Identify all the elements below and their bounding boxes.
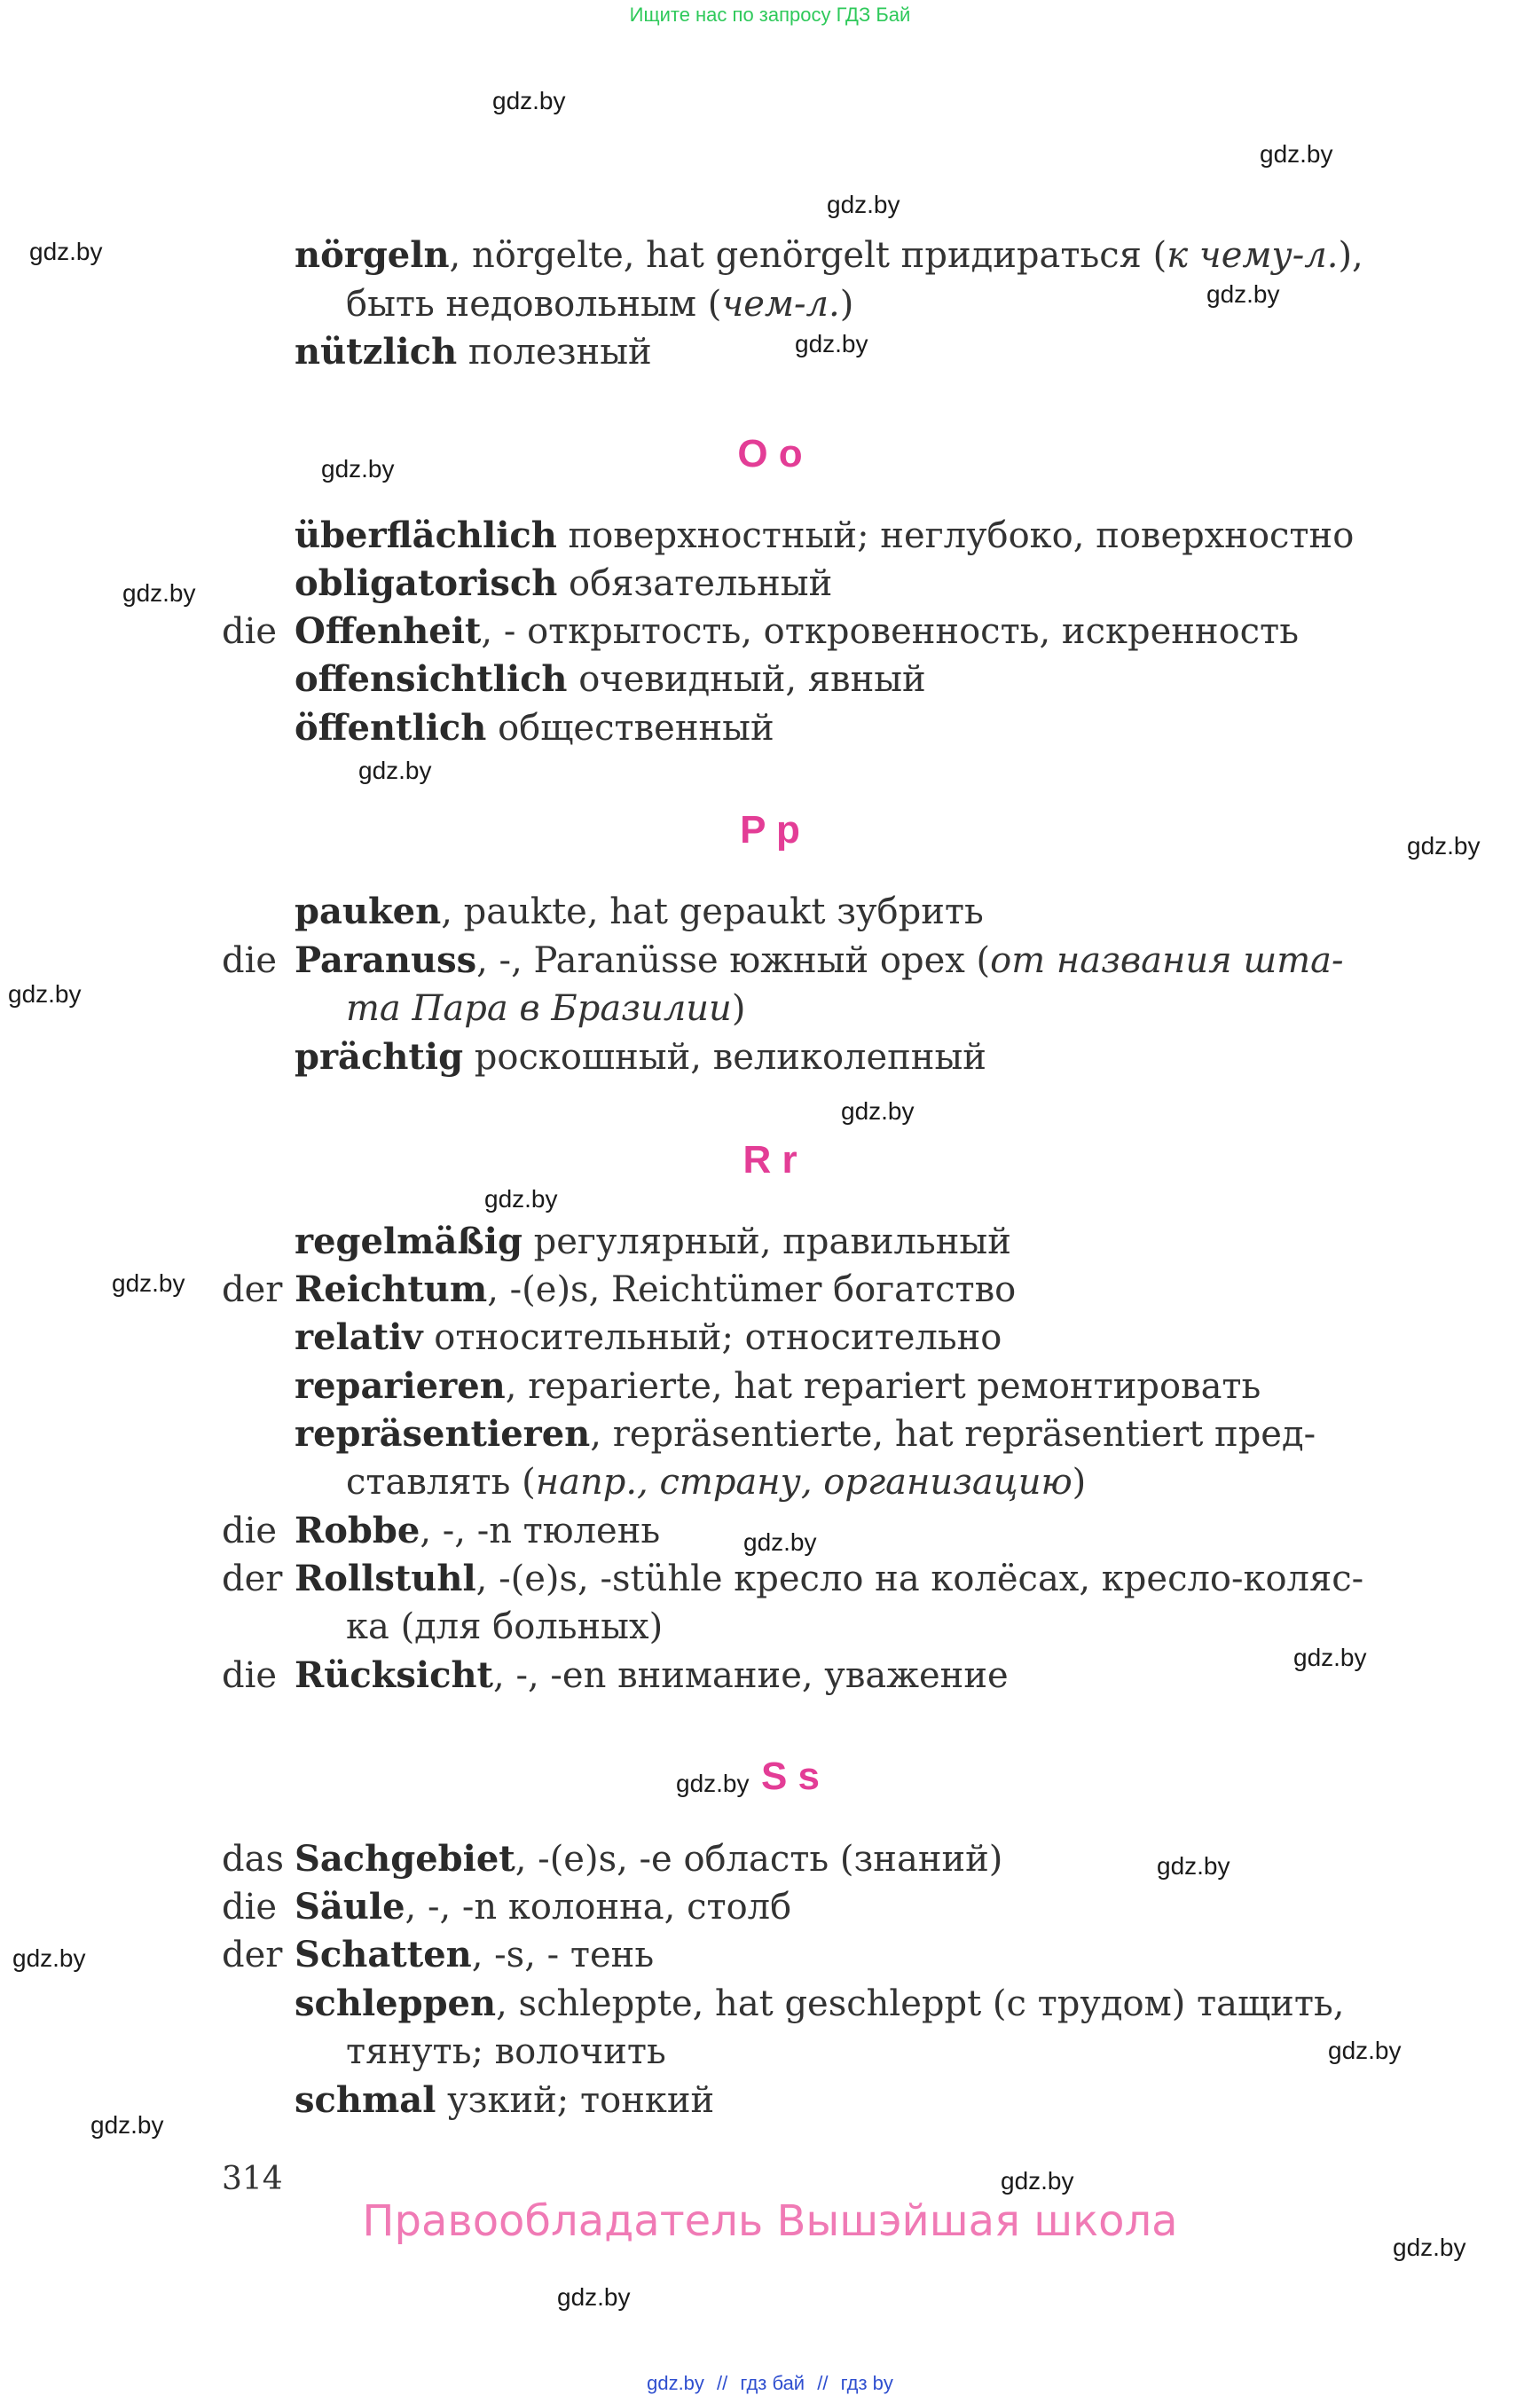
watermark: gdz.by (841, 1097, 915, 1125)
watermark: gdz.by (12, 1944, 86, 1972)
entry-line: obligatorisch обязательный (295, 562, 833, 604)
watermark: gdz.by (1206, 280, 1280, 308)
article: die (222, 1655, 278, 1696)
entry-line: ка (для больных) (346, 1606, 664, 1647)
entry-line: ставлять (напр., страну, организацию) (346, 1462, 1087, 1503)
entry-line: repräsentieren, repräsentierte, hat repräsentiert пред- (295, 1413, 1316, 1455)
article: die (222, 611, 278, 652)
entry-line: Offenheit, - открытость, откровенность, искренность (295, 610, 1299, 652)
watermark: gdz.by (795, 330, 868, 357)
watermark: gdz.by (484, 1185, 558, 1213)
copyright-notice: Правообладатель Вышэйшая школа (362, 2196, 1178, 2246)
watermark: gdz.by (557, 2283, 631, 2311)
entry-line: nützlich полезный (295, 331, 652, 373)
watermark: gdz.by (676, 1770, 750, 1797)
entry-line: schleppen, schleppte, hat geschleppt (с трудом) тащить, (295, 1983, 1345, 2024)
entry-line: schmal узкий; тонкий (295, 2079, 715, 2121)
watermark: gdz.by (321, 455, 395, 483)
section-heading-s: S s (760, 1755, 821, 1798)
entry-line: Robbe, -, -n тюлень (295, 1510, 661, 1551)
section-heading-r: R r (742, 1138, 798, 1182)
footer-link-gdz-by-cyr[interactable]: гдз by (840, 2372, 893, 2394)
entry-line: reparieren, reparierte, hat repariert ремонтировать (295, 1365, 1261, 1407)
watermark: gdz.by (29, 238, 103, 265)
watermark: gdz.by (1001, 2167, 1074, 2195)
entry-line: Sachgebiet, -(e)s, -e область (знаний) (295, 1838, 1003, 1880)
footer-links (0, 2372, 1540, 2395)
watermark: gdz.by (743, 1528, 817, 1556)
entry-line: Paranuss, -, Paranüsse южный орех (от названия шта- (295, 939, 1344, 981)
watermark: gdz.by (1260, 140, 1333, 168)
article: die (222, 1887, 278, 1928)
entry-line: Schatten, -s, - тень (295, 1934, 655, 1975)
entry-line: relativ относительный; относительно (295, 1316, 1002, 1358)
watermark: gdz.by (1157, 1852, 1230, 1880)
article: der (222, 1269, 283, 1310)
footer-separator: // (817, 2372, 829, 2394)
article: die (222, 1511, 278, 1551)
article: das (222, 1839, 284, 1880)
watermark: gdz.by (1293, 1644, 1367, 1671)
article: die (222, 940, 278, 981)
entry-line: быть недовольным (чем-л.) (346, 284, 854, 325)
entry-line: Rollstuhl, -(e)s, -stühle кресло на колёсах, кресло-коляс- (295, 1558, 1364, 1599)
entry-line: prächtig роскошный, великолепный (295, 1036, 986, 1078)
footer-link-gdz-by[interactable]: gdz.by (647, 2372, 704, 2394)
footer-separator: // (717, 2372, 728, 2394)
entry-line: offensichtlich очевидный, явный (295, 658, 926, 700)
entry-line: nörgeln, nörgelte, hat genörgelt придираться (к чему-л.), (295, 234, 1363, 276)
page-number: 314 (222, 2161, 283, 2197)
header-banner[interactable]: Ищите нас по запросу ГДЗ Бай (629, 4, 911, 26)
entry-line: überflächlich поверхностный; неглубоко, поверхностно (295, 514, 1355, 556)
entry-line: regelmäßig регулярный, правильный (295, 1221, 1011, 1262)
entry-line: тянуть; волочить (346, 2031, 666, 2072)
entry-line: Reichtum, -(e)s, Reichtümer богатство (295, 1268, 1017, 1310)
footer-link-gdz-bai[interactable]: гдз бай (740, 2372, 805, 2394)
watermark: gdz.by (90, 2111, 164, 2139)
entry-line: Säule, -, -n колонна, столб (295, 1886, 792, 1928)
article: der (222, 1559, 283, 1599)
watermark: gdz.by (1393, 2234, 1466, 2261)
article: der (222, 1935, 283, 1975)
section-heading-p: P p (740, 808, 800, 852)
entry-line: pauken, paukte, hat gepaukt зубрить (295, 891, 984, 932)
section-heading-o: O o (737, 432, 803, 475)
watermark: gdz.by (8, 980, 82, 1008)
entry-line: Rücksicht, -, -en внимание, уважение (295, 1654, 1009, 1696)
watermark: gdz.by (358, 757, 432, 784)
entry-line: öffentlich общественный (295, 707, 774, 749)
entry-line: та Пара в Бразилии) (346, 988, 746, 1029)
watermark: gdz.by (112, 1269, 185, 1297)
watermark: gdz.by (827, 191, 900, 218)
watermark: gdz.by (1407, 832, 1481, 860)
watermark: gdz.by (122, 579, 196, 607)
watermark: gdz.by (492, 87, 566, 114)
watermark: gdz.by (1328, 2037, 1402, 2064)
